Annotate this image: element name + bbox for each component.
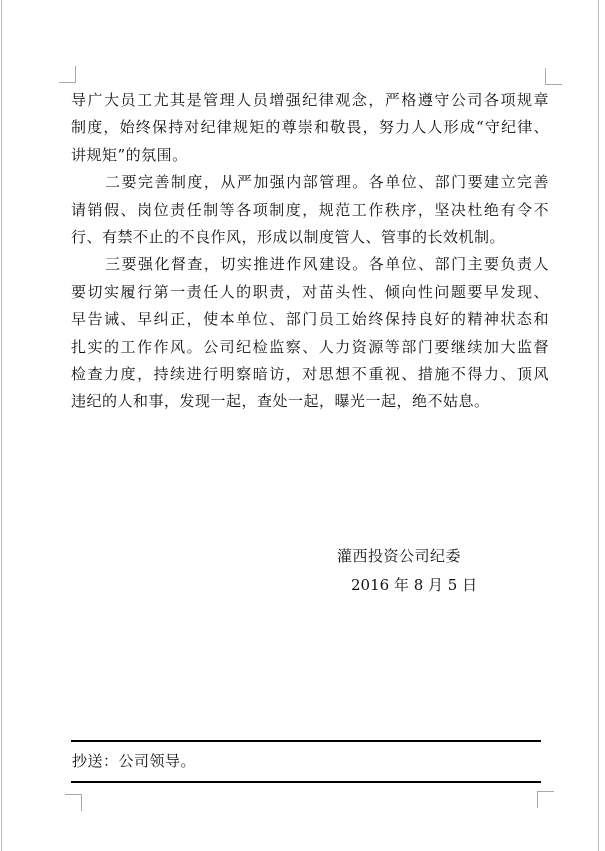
crop-mark-bottom-right [537, 791, 554, 808]
text-line: 检查力度，持续进行明察暗访，对思想不重视、措施不得力、顶风 [71, 365, 549, 384]
cc-divider-top [71, 740, 541, 742]
crop-mark-top-right [545, 68, 562, 85]
crop-mark-top-left [59, 66, 76, 83]
cc-note: 抄送：公司领导。 [72, 752, 197, 770]
cc-divider-bottom [71, 781, 541, 783]
text-line: 二要完善制度，从严加强内部管理。各单位、部门要建立完善 [105, 173, 549, 192]
text-line: 制度，始终保持对纪律规矩的尊崇和敬畏，努力人人形成“守纪律、 [71, 118, 549, 137]
text-line: 导广大员工尤其是管理人员增强纪律观念，严格遵守公司各项规章 [71, 91, 549, 109]
text-line: 行、有禁不止的不良作风，形成以制度管人、管事的长效机制。 [71, 228, 506, 247]
text-line: 讲规矩”的氛围。 [71, 145, 188, 164]
body-paragraph-3 [71, 251, 549, 415]
body-paragraph-2 [71, 169, 549, 251]
crop-mark-bottom-left [65, 794, 82, 811]
text-line: 扎实的工作作风。公司纪检监察、人力资源等部门要继续加大监督 [71, 337, 549, 356]
document-body [71, 87, 549, 416]
text-line: 早告诫、早纠正，使本单位、部门员工始终保持良好的精神状态和 [71, 310, 549, 329]
page-right-border [598, 0, 599, 851]
text-line: 违纪的人和事，发现一起，查处一起，曝光一起，绝不姑息。 [71, 392, 490, 411]
text-line: 要切实履行第一责任人的职责，对苗头性、倾向性问题要早发现、 [71, 282, 549, 301]
body-paragraph-1 [71, 87, 549, 169]
text-line: 请销假、岗位责任制等各项制度，规范工作秩序，坚决杜绝有令不 [71, 200, 549, 219]
signature-org: 灌西投资公司纪委 [337, 547, 462, 565]
signature-date: 2016 年 8 月 5 日 [351, 576, 478, 594]
page-left-border [1, 0, 2, 851]
text-line: 三要强化督查，切实推进作风建设。各单位、部门主要负责人 [105, 255, 549, 274]
